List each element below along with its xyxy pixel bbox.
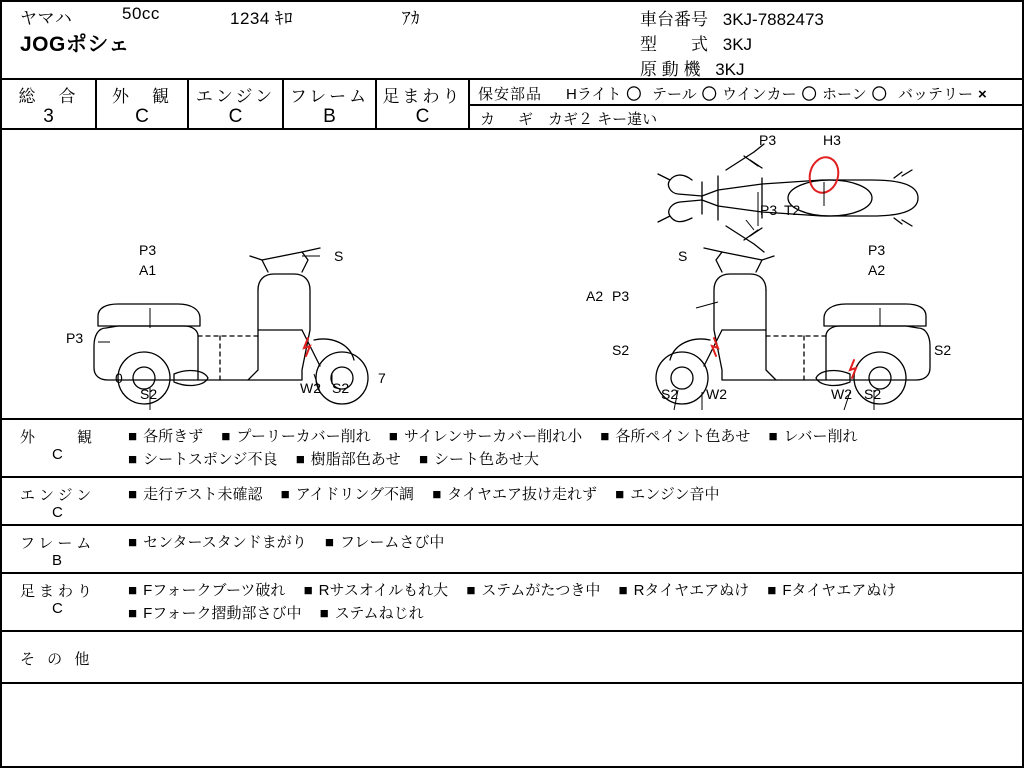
bullet-icon: ■ <box>128 486 138 503</box>
chassis-number-value: 3KJ-7882473 <box>722 10 824 29</box>
bullet-icon: ■ <box>388 428 398 445</box>
blank-footer-row <box>2 684 1022 744</box>
condition-line <box>128 602 1014 625</box>
safety-item-battery <box>898 83 987 104</box>
safety-item-headlight-label: Hライト <box>566 86 622 103</box>
engine-row <box>640 55 744 80</box>
color: ｱｶ <box>402 9 420 28</box>
label-left-a1: A1 <box>139 262 157 278</box>
condition-engine <box>2 478 1022 526</box>
safety-item-battery-label: バッテリー <box>898 86 974 103</box>
grade-total-value: 3 <box>43 106 54 127</box>
safety-item-horn-mark: 〇 <box>871 86 887 103</box>
key-row <box>470 106 1022 128</box>
safety-item-headlight <box>566 83 641 104</box>
condition-item <box>615 483 719 506</box>
bullet-icon: ■ <box>280 486 290 503</box>
condition-item <box>304 579 449 602</box>
condition-line <box>128 425 1014 448</box>
label-right-a2-2: A2 <box>586 288 604 304</box>
condition-item-text: Fフォーク摺動部さび中 <box>143 605 302 622</box>
bullet-icon: ■ <box>768 428 778 445</box>
chassis-number-row <box>640 5 824 30</box>
condition-item-text: 樹脂部色あせ <box>310 451 401 468</box>
type-row <box>640 30 752 55</box>
bullet-icon: ■ <box>324 534 334 551</box>
label-left-7: 7 <box>378 370 386 386</box>
label-right-w2: W2 <box>706 386 727 402</box>
header <box>2 2 1022 80</box>
condition-item <box>320 602 424 625</box>
bullet-icon: ■ <box>128 605 138 622</box>
condition-item-text: 各所きず <box>143 428 204 445</box>
grade-suspension-value: C <box>415 106 430 127</box>
condition-item-text: ステムがたつき中 <box>481 582 601 599</box>
condition-item <box>128 531 307 554</box>
safety-item-taillight-mark: 〇 <box>701 86 717 103</box>
bullet-icon: ■ <box>618 582 628 599</box>
label-top-p3-2: P3 <box>760 202 778 218</box>
safety-parts-row <box>470 80 1022 106</box>
condition-item-text: Rサスオイルもれ大 <box>318 582 449 599</box>
condition-item-text: タイヤエア抜け走れず <box>447 486 597 503</box>
condition-suspension-items <box>128 579 1014 625</box>
damage-diagram <box>2 130 1022 420</box>
grade-exterior <box>97 80 189 128</box>
condition-item <box>296 448 401 471</box>
engine-value: 3KJ <box>715 60 745 79</box>
bullet-icon: ■ <box>128 582 138 599</box>
condition-item <box>128 425 203 448</box>
header-left <box>12 2 652 78</box>
condition-item-text: レバー削れ <box>783 428 858 445</box>
bullet-icon: ■ <box>767 582 777 599</box>
condition-item-text: アイドリング不調 <box>295 486 415 503</box>
condition-line <box>128 483 1014 506</box>
bullet-icon: ■ <box>600 428 610 445</box>
condition-item <box>619 579 750 602</box>
condition-item <box>128 483 262 506</box>
condition-item-text: サイレンサーカバー削れ小 <box>403 428 583 445</box>
bullet-icon: ■ <box>466 582 476 599</box>
condition-line <box>128 448 1014 471</box>
condition-exterior <box>2 420 1022 478</box>
condition-frame-items <box>128 531 1014 554</box>
engine-label: 原 動 機 <box>640 60 701 79</box>
condition-suspension <box>2 574 1022 632</box>
condition-engine-items <box>128 483 1014 506</box>
label-right-a2: A2 <box>868 262 886 278</box>
label-left-0: 0 <box>115 370 123 386</box>
condition-engine-grade: C <box>52 504 63 521</box>
condition-item-text: プーリーカバー削れ <box>236 428 371 445</box>
label-top-p3: P3 <box>759 132 777 148</box>
condition-frame-label: フレーム <box>20 535 96 552</box>
safety-item-taillight <box>652 83 717 104</box>
label-left-s2-2: S2 <box>332 380 350 396</box>
label-right-s2: S2 <box>612 342 630 358</box>
grade-exterior-label: 外 観 <box>112 87 172 106</box>
condition-item <box>128 602 301 625</box>
grade-suspension <box>377 80 470 128</box>
header-right <box>640 2 1010 78</box>
condition-frame <box>2 526 1022 574</box>
condition-item-text: 走行テスト未確認 <box>143 486 263 503</box>
safety-parts-label: 保安部品 <box>478 86 543 103</box>
condition-exterior-label: 外 観 <box>20 429 97 446</box>
safety-parts-section <box>470 80 1022 128</box>
condition-item-text: 各所ペイント色あせ <box>615 428 751 445</box>
safety-item-horn <box>822 83 887 104</box>
bullet-icon: ■ <box>319 605 329 622</box>
grade-suspension-label: 足まわり <box>382 87 463 106</box>
condition-item-text: エンジン音中 <box>630 486 720 503</box>
condition-item-text: Fタイヤエアぬけ <box>782 582 897 599</box>
condition-item <box>128 448 278 471</box>
other-section <box>2 632 1022 684</box>
type-value: 3KJ <box>722 35 753 54</box>
safety-item-horn-label: ホーン <box>822 86 867 103</box>
condition-suspension-label: 足まわり <box>20 583 97 600</box>
condition-item <box>128 579 285 602</box>
label-right-s2-3: S2 <box>661 386 679 402</box>
key-value: カギ２ キー違い <box>548 111 658 128</box>
safety-item-headlight-mark: 〇 <box>626 86 642 103</box>
label-right-p3: P3 <box>868 242 886 258</box>
label-right-w2-2: W2 <box>831 386 852 402</box>
other-label: そ の 他 <box>20 651 94 668</box>
condition-item <box>419 448 539 471</box>
bullet-icon: ■ <box>221 428 231 445</box>
condition-engine-label: エンジン <box>20 487 96 504</box>
grade-frame-value: B <box>323 106 336 127</box>
condition-exterior-grade: C <box>52 446 63 463</box>
safety-item-battery-mark: × <box>978 86 987 103</box>
condition-item <box>281 483 414 506</box>
key-label: カ ギ <box>480 111 538 128</box>
grade-total <box>2 80 97 128</box>
safety-item-winker-label: ウインカー <box>722 86 797 103</box>
label-left-s2: S2 <box>140 386 158 402</box>
condition-suspension-grade: C <box>52 600 63 617</box>
label-left-w2: W2 <box>300 380 321 396</box>
displacement: 50cc <box>122 4 160 23</box>
label-left-p3: P3 <box>139 242 157 258</box>
grade-frame-label: フレーム <box>289 87 370 106</box>
condition-item <box>325 531 444 554</box>
condition-item <box>221 425 370 448</box>
type-label: 型 式 <box>640 35 708 54</box>
chassis-number-label: 車台番号 <box>640 10 708 29</box>
label-left-p3-2: P3 <box>66 330 84 346</box>
model-name: JOGポシェ <box>20 33 130 56</box>
left-side-view-scooter <box>94 248 368 404</box>
bullet-icon: ■ <box>615 486 625 503</box>
condition-item-text: Fフォークブーツ破れ <box>143 582 286 599</box>
label-left-s: S <box>334 248 344 264</box>
grade-engine <box>189 80 284 128</box>
grade-frame <box>284 80 377 128</box>
label-right-s: S <box>678 248 688 264</box>
grade-total-label: 総 合 <box>18 87 79 106</box>
condition-item <box>389 425 582 448</box>
label-right-s2-4: S2 <box>864 386 882 402</box>
condition-item <box>432 483 597 506</box>
bullet-icon: ■ <box>418 451 429 468</box>
condition-item-text: ステムねじれ <box>334 605 424 622</box>
condition-item-text: シート色あせ大 <box>434 451 540 468</box>
safety-item-winker-mark: 〇 <box>801 86 817 103</box>
condition-item <box>769 425 858 448</box>
bullet-icon: ■ <box>432 486 442 503</box>
condition-line <box>128 579 1014 602</box>
condition-item <box>466 579 600 602</box>
condition-line <box>128 531 1014 554</box>
condition-item-text: シートスポンジ不良 <box>143 451 278 468</box>
condition-item-text: Rタイヤエアぬけ <box>633 582 750 599</box>
right-side-view-scooter <box>656 248 930 404</box>
condition-exterior-items <box>128 425 1014 471</box>
condition-item-text: フレームさび中 <box>339 534 445 551</box>
grade-engine-label: エンジン <box>195 87 276 106</box>
bullet-icon: ■ <box>128 534 138 551</box>
bullet-icon: ■ <box>303 582 313 599</box>
maker-name: ヤマハ <box>20 9 73 28</box>
label-right-p3-2: P3 <box>612 288 630 304</box>
bullet-icon: ■ <box>295 451 305 468</box>
label-top-t2: T2 <box>784 202 801 218</box>
condition-item <box>600 425 750 448</box>
bullet-icon: ■ <box>128 428 138 445</box>
bullet-icon: ■ <box>128 451 138 468</box>
safety-item-taillight-label: テール <box>652 86 697 103</box>
condition-item <box>767 579 896 602</box>
grade-engine-value: C <box>228 106 243 127</box>
label-top-h3: H3 <box>823 132 841 148</box>
label-right-s2-2: S2 <box>934 342 952 358</box>
grade-bar <box>2 80 1022 130</box>
safety-item-winker <box>722 83 817 104</box>
grade-exterior-value: C <box>135 106 149 127</box>
condition-item-text: センタースタンドまがり <box>143 534 307 551</box>
mileage: 1234 ｷﾛ <box>230 9 294 28</box>
condition-frame-grade: B <box>52 552 63 569</box>
top-view-scooter <box>658 144 918 252</box>
damage-marks <box>304 154 856 378</box>
